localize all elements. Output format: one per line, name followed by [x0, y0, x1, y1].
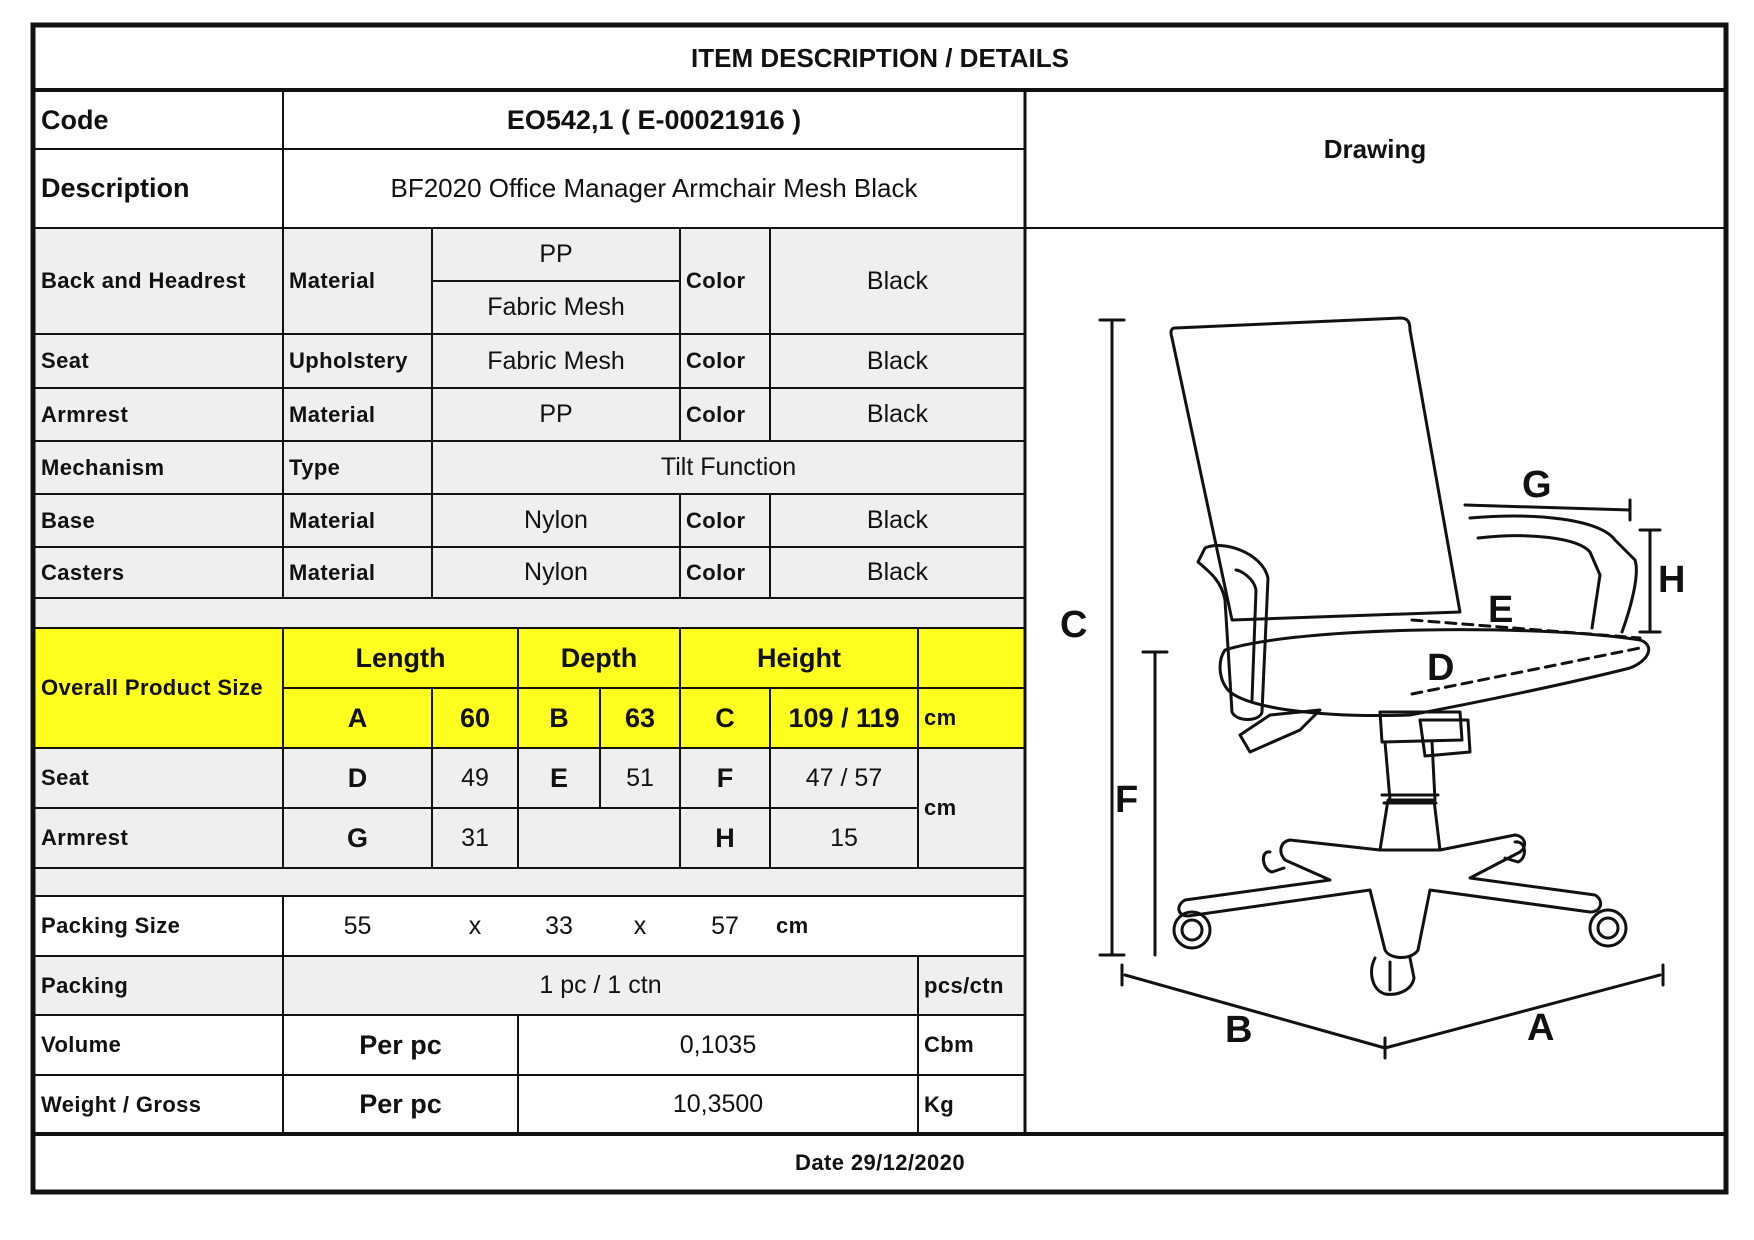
dim-c-value: 109 / 119 [788, 702, 900, 733]
back-attr-label: Material [289, 268, 376, 293]
packing-size-width: 33 [545, 911, 573, 940]
dim-d-label: D [347, 762, 368, 793]
dim-d-value: 49 [461, 763, 489, 792]
back-color-value: Black [866, 266, 929, 295]
size-unit: cm [924, 705, 957, 730]
weight-label: Weight / Gross [41, 1091, 202, 1117]
weight-value: 10,3500 [672, 1090, 764, 1118]
packing-label: Packing [41, 972, 129, 998]
drawing-letter-f: F [1115, 779, 1139, 821]
date-footer: Date 29/12/2020 [795, 1150, 965, 1175]
seat-attr-label: Upholstery [289, 348, 408, 373]
dim-e-label: E [549, 762, 568, 793]
height-header: Height [757, 642, 841, 673]
drawing-letter-c: C [1060, 604, 1088, 646]
dim-a-label: A [347, 702, 368, 733]
mechanism-part-label: Mechanism [41, 454, 165, 480]
dim-f-label: F [716, 762, 734, 793]
dim-c-label: C [715, 702, 735, 733]
volume-label: Volume [41, 1032, 122, 1057]
description-label: Description [41, 173, 190, 203]
volume-unit: Cbm [924, 1032, 975, 1057]
volume-per: Per pc [359, 1029, 442, 1060]
sheet-title: ITEM DESCRIPTION / DETAILS [691, 42, 1069, 73]
base-attr-label: Material [289, 507, 376, 533]
seat-dims-label: Seat [41, 765, 90, 790]
armrest-material-value: PP [539, 400, 573, 428]
depth-header: Depth [560, 642, 638, 673]
base-part-label: Base [41, 507, 96, 533]
dim-h-value: 15 [830, 823, 858, 852]
weight-per: Per pc [359, 1089, 442, 1119]
casters-color-label: Color [686, 559, 746, 585]
drawing-letter-d: D [1427, 647, 1455, 689]
armrest-part-label: Armrest [41, 401, 129, 427]
code-label: Code [41, 104, 109, 135]
back-material-2: Fabric Mesh [487, 293, 625, 321]
drawing-letter-h: H [1658, 559, 1686, 601]
code-value: EO542,1 ( E-00021916 ) [506, 104, 802, 135]
seat-part-label: Seat [41, 348, 90, 373]
base-color-label: Color [686, 507, 746, 533]
drawing-letter-a: A [1527, 1007, 1555, 1049]
packing-size-label: Packing Size [41, 913, 181, 938]
dims-unit: cm [924, 795, 957, 820]
casters-material-value: Nylon [524, 558, 588, 586]
drawing-label: Drawing [1323, 134, 1427, 164]
seat-material-value: Fabric Mesh [487, 346, 625, 375]
packing-size-unit: cm [776, 913, 809, 938]
length-header: Length [355, 642, 446, 673]
back-color-label: Color [686, 268, 746, 293]
drawing-letter-e: E [1488, 589, 1514, 631]
armrest-dims-label: Armrest [41, 825, 129, 850]
overall-size-label: Overall Product Size [41, 675, 263, 700]
seat-color-value: Black [866, 346, 929, 375]
packing-unit: pcs/ctn [924, 972, 1004, 998]
dim-a-value: 60 [459, 702, 491, 733]
casters-part-label: Casters [41, 559, 125, 585]
base-material-value: Nylon [524, 506, 588, 534]
seat-color-label: Color [686, 348, 746, 373]
base-color-value: Black [866, 506, 929, 534]
mechanism-value: Tilt Function [660, 453, 797, 481]
description-value: BF2020 Office Manager Armchair Mesh Black [390, 173, 918, 203]
casters-color-value: Black [866, 558, 929, 586]
armrest-color-value: Black [866, 400, 929, 428]
dim-b-value: 63 [624, 702, 656, 733]
volume-value: 0,1035 [679, 1030, 757, 1059]
armrest-attr-label: Material [289, 401, 376, 427]
dim-g-label: G [346, 822, 368, 853]
back-material-1: PP [539, 240, 573, 268]
drawing-letter-g: G [1522, 464, 1552, 506]
dim-b-label: B [549, 702, 569, 733]
dim-e-value: 51 [626, 763, 654, 792]
packing-size-height: 57 [711, 911, 739, 940]
back-part-label: Back and Headrest [41, 268, 246, 293]
packing-size-x2: x [633, 911, 647, 940]
drawing-letter-b: B [1225, 1009, 1253, 1051]
armrest-color-label: Color [686, 401, 746, 427]
mechanism-attr-label: Type [289, 454, 341, 480]
casters-attr-label: Material [289, 559, 376, 585]
dim-f-value: 47 / 57 [805, 763, 883, 792]
packing-size-length: 55 [343, 911, 372, 940]
weight-unit: Kg [924, 1091, 955, 1117]
dim-h-label: H [715, 822, 735, 853]
packing-value: 1 pc / 1 ctn [539, 971, 662, 999]
dim-g-value: 31 [461, 823, 489, 852]
packing-size-x1: x [468, 911, 482, 940]
